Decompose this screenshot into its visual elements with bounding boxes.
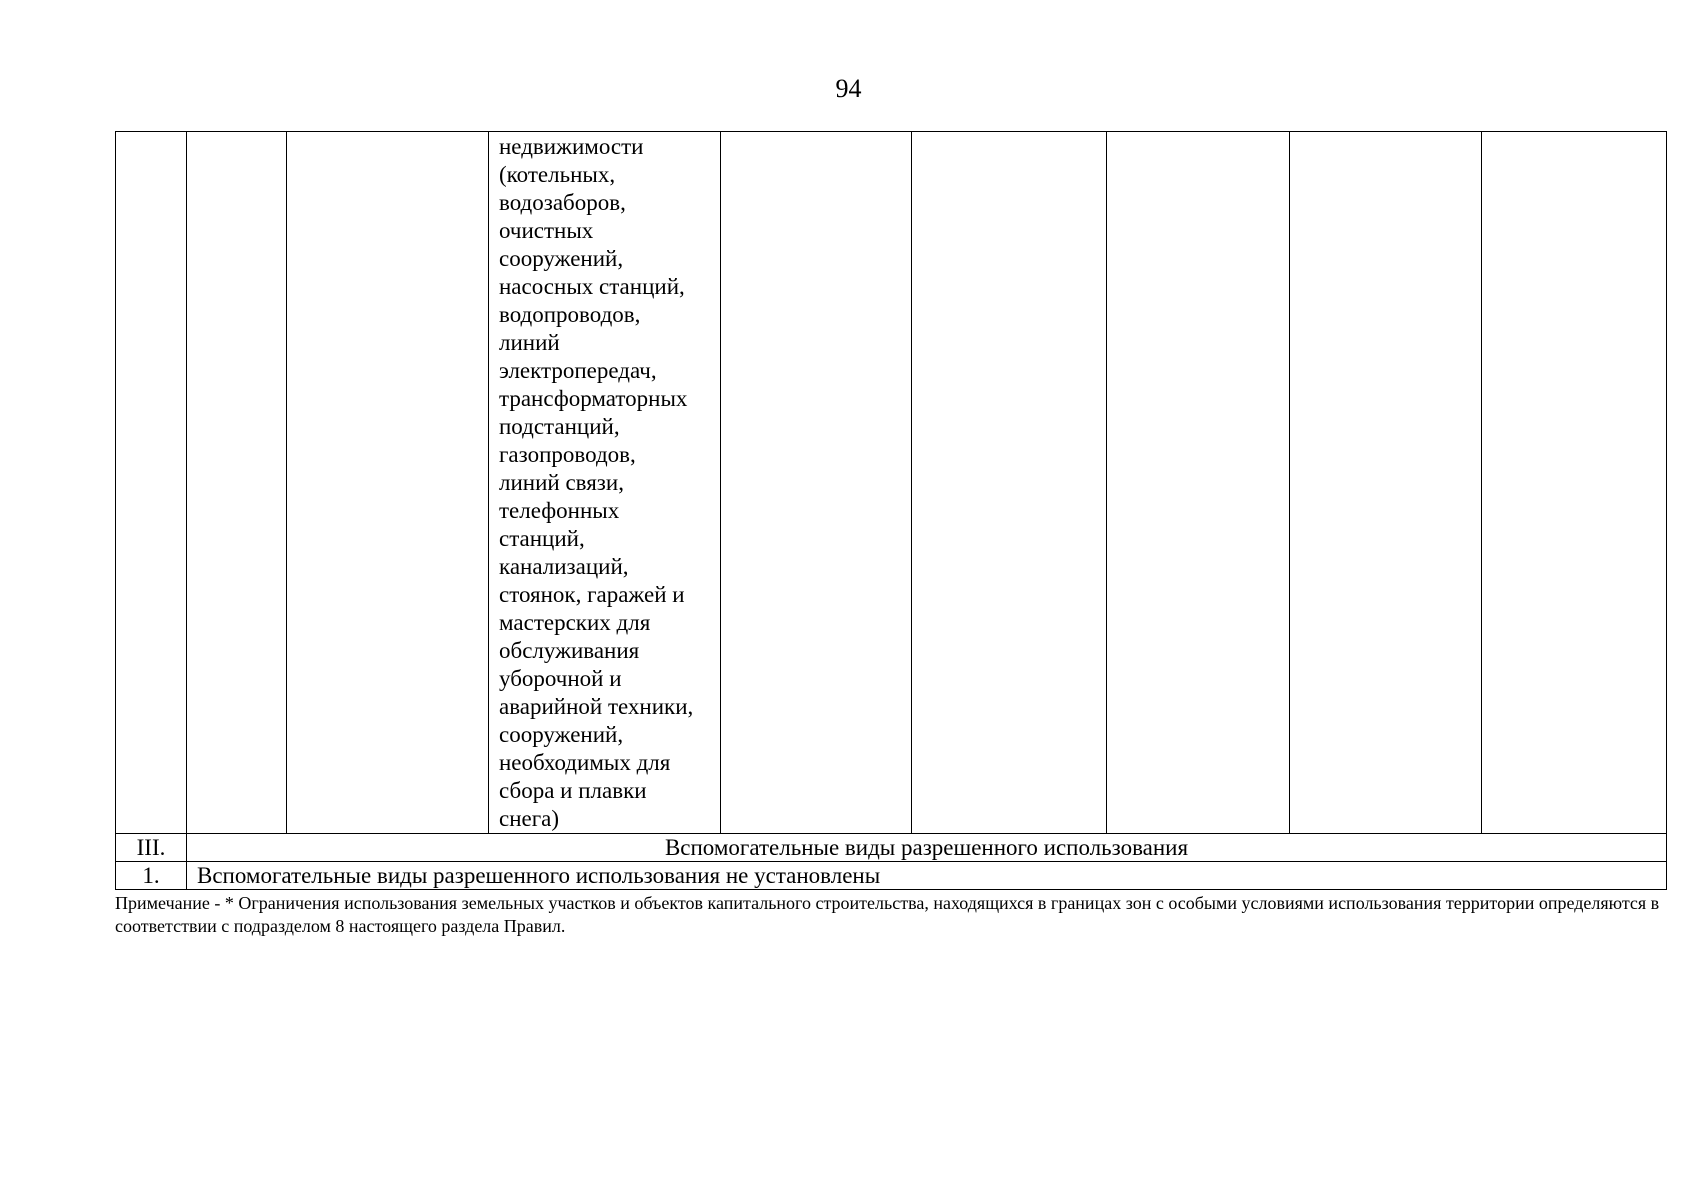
description-line: очистных	[499, 218, 594, 243]
description-line: линий связи,	[499, 470, 624, 495]
table-cell-code	[187, 132, 287, 834]
description-line: трансформаторных	[499, 386, 688, 411]
description-line: насосных станций,	[499, 274, 685, 299]
footnote: Примечание - * Ограничения использования земельных участков и объектов капитального строительства, находящихся в границах зон с особыми условиями использования территории определяются в соответствии с подразделом 8 настоящего раздела Правил.	[115, 893, 1660, 936]
description-line: водопроводов,	[499, 302, 641, 327]
description-lines	[489, 132, 720, 833]
description-line: линий	[499, 330, 560, 355]
description-line: аварийной техники,	[499, 694, 694, 719]
item-number: 1.	[116, 862, 187, 890]
table-cell-parameter	[721, 132, 912, 834]
description-line: станций,	[499, 526, 585, 551]
description-line: недвижимости	[499, 134, 644, 159]
table-cell-number	[116, 132, 187, 834]
table-row-section-header	[116, 834, 1667, 862]
description-line: обслуживания	[499, 638, 640, 663]
description-line: канализаций,	[499, 554, 629, 579]
description-line: газопроводов,	[499, 442, 636, 467]
description-line: стоянок, гаражей и	[499, 582, 685, 607]
table-cell-description	[489, 132, 721, 834]
section-title: Вспомогательные виды разрешенного использования	[187, 834, 1667, 862]
description-line: электропередач,	[499, 358, 657, 383]
description-line: подстанций,	[499, 414, 620, 439]
description-line: сооружений,	[499, 246, 624, 271]
page-number: 94	[835, 74, 862, 103]
table-cell-parameter	[1290, 132, 1482, 834]
table-cell-restrictions	[1482, 132, 1667, 834]
item-text	[187, 862, 1667, 890]
description-line: снега)	[499, 806, 560, 831]
description-line: необходимых для	[499, 750, 671, 775]
table-row-item	[116, 862, 1667, 890]
section-number: III.	[116, 834, 187, 862]
table-cell-parameter	[912, 132, 1107, 834]
table-cell-parameter	[1107, 132, 1290, 834]
item-text-content: Вспомогательные виды разрешенного использования не установлены	[197, 863, 881, 888]
table-cell-use-type	[287, 132, 489, 834]
description-line: мастерских для	[499, 610, 651, 635]
description-line: водозаборов,	[499, 190, 626, 215]
description-line: сооружений,	[499, 722, 624, 747]
permitted-use-table	[115, 131, 1667, 890]
description-line: телефонных	[499, 498, 620, 523]
description-line: (котельных,	[499, 162, 616, 187]
description-line: уборочной и	[499, 666, 622, 691]
description-line: сбора и плавки	[499, 778, 647, 803]
table-row-continuation	[116, 132, 1667, 834]
